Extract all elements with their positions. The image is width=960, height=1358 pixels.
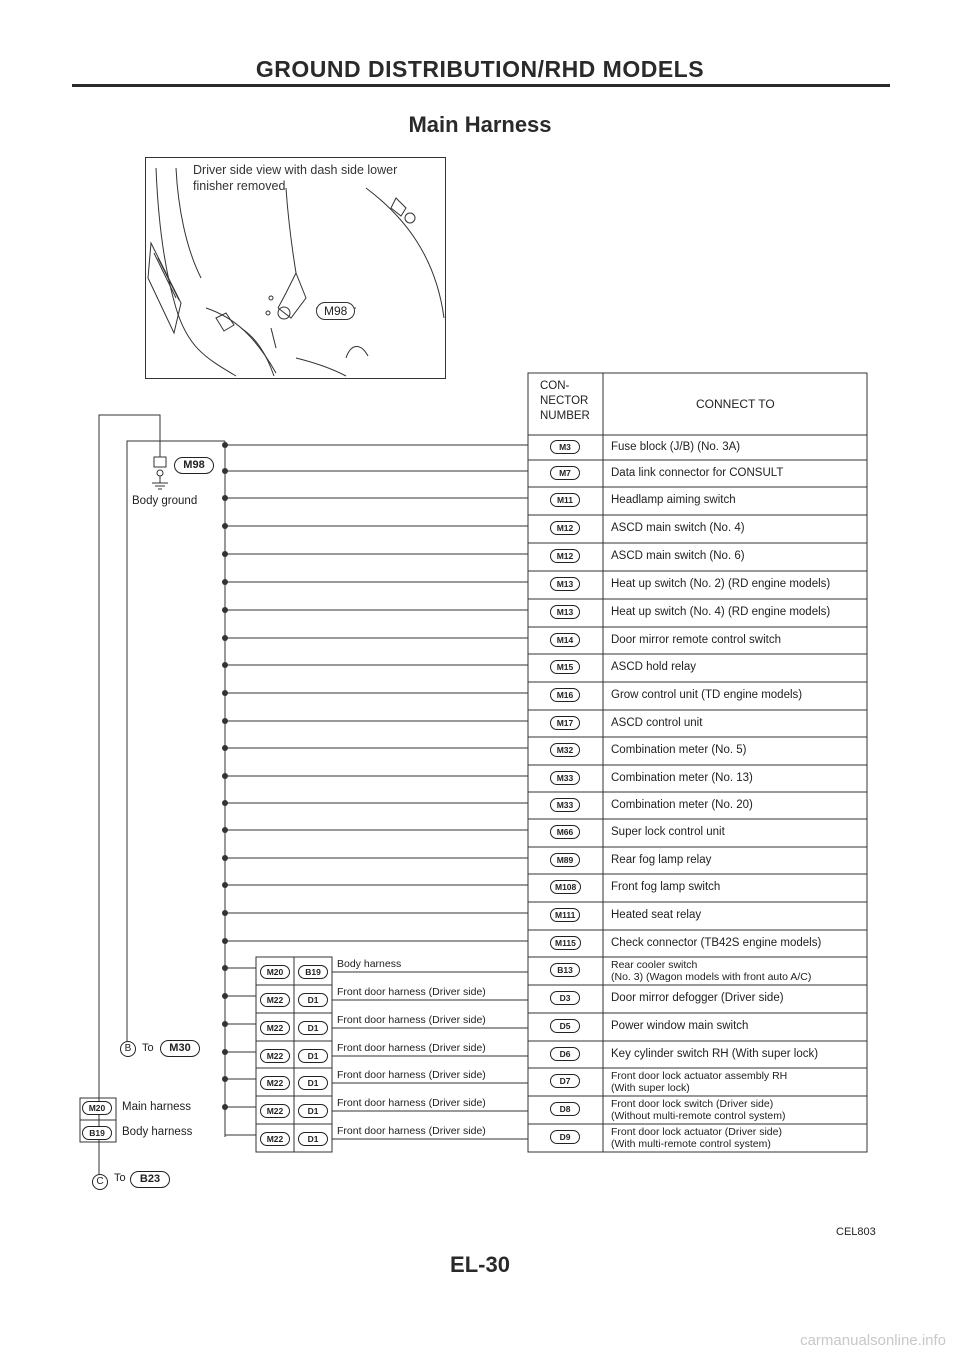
connector-badge: D5 <box>550 1019 580 1033</box>
connector-badge: M14 <box>550 633 580 647</box>
connect-to-line: Door mirror defogger (Driver side) <box>611 992 784 1004</box>
splice-dot <box>222 468 228 474</box>
connect-to-line: Combination meter (No. 13) <box>611 772 753 784</box>
splice-dot <box>222 442 228 448</box>
table-header-connect-to: CONNECT TO <box>696 397 775 411</box>
splice-dot <box>222 551 228 557</box>
splice-dot <box>222 718 228 724</box>
connect-to-cell <box>611 1126 782 1150</box>
connector-badge: M11 <box>550 493 580 507</box>
connector-badge: M7 <box>550 466 580 480</box>
link-c-to: To <box>114 1172 126 1184</box>
connect-to-cell <box>611 881 720 893</box>
connect-to-cell <box>611 441 740 453</box>
connect-to-line: ASCD main switch (No. 4) <box>611 522 745 534</box>
legend-body-connector: B19 <box>82 1126 112 1140</box>
connect-to-cell <box>611 992 784 1004</box>
connect-to-cell <box>611 689 802 701</box>
table-frame <box>528 373 867 1152</box>
via-harness-label: Front door harness (Driver side) <box>337 1042 486 1054</box>
via-connector-b: B19 <box>298 965 328 979</box>
connect-to-cell <box>611 799 753 811</box>
splice-dot <box>222 965 228 971</box>
via-connector-b: D1 <box>298 1132 328 1146</box>
legend-main-connector: M20 <box>82 1101 112 1115</box>
page-number: EL-30 <box>450 1252 510 1277</box>
splice-dot <box>222 800 228 806</box>
connect-to-line: Grow control unit (TD engine models) <box>611 689 803 701</box>
connector-badge: M16 <box>550 688 580 702</box>
splice-dot <box>222 635 228 641</box>
connector-badge: M12 <box>550 521 580 535</box>
ground-terminal <box>157 470 163 476</box>
splice-dot <box>222 1049 228 1055</box>
connector-badge: M33 <box>550 771 580 785</box>
splice-dot <box>222 773 228 779</box>
connect-to-cell <box>611 578 830 590</box>
connect-to-line: (No. 3) (Wagon models with front auto A/C) <box>611 971 812 983</box>
link-b-wire <box>127 441 160 1041</box>
via-connector-b: D1 <box>298 1049 328 1063</box>
via-connector-b: D1 <box>298 1104 328 1118</box>
link-c-target-badge: B23 <box>130 1171 170 1188</box>
link-c-wire <box>99 415 160 1174</box>
connect-to-cell <box>611 937 821 949</box>
splice-dot <box>222 993 228 999</box>
table-header <box>528 373 867 435</box>
connect-to-cell <box>611 717 702 729</box>
connector-badge: D7 <box>550 1074 580 1088</box>
page-header-title: GROUND DISTRIBUTION/RHD MODELS <box>255 56 705 82</box>
via-harness-label: Front door harness (Driver side) <box>337 1097 486 1109</box>
header-line: NUMBER <box>540 410 590 422</box>
connector-badge: M111 <box>550 908 580 922</box>
connect-to-cell <box>611 1070 787 1094</box>
connect-to-line: Fuse block (J/B) (No. 3A) <box>611 441 741 453</box>
link-c-circle: C <box>92 1174 108 1190</box>
connect-to-line: Rear fog lamp relay <box>611 854 712 866</box>
connect-to-cell <box>611 494 736 506</box>
connect-to-line: (With super lock) <box>611 1082 690 1094</box>
via-harness-label: Front door harness (Driver side) <box>337 1069 486 1081</box>
connect-to-line: Front fog lamp switch <box>611 881 721 893</box>
via-harness-label: Front door harness (Driver side) <box>337 1125 486 1137</box>
connector-badge: D6 <box>550 1047 580 1061</box>
connector-badge: M115 <box>550 936 581 950</box>
splice-dot <box>222 882 228 888</box>
connect-to-line: Door mirror remote control switch <box>611 634 781 646</box>
splice-dot <box>222 745 228 751</box>
via-connector-a: M22 <box>260 1049 290 1063</box>
splice-dot <box>222 1076 228 1082</box>
splice-dot <box>222 607 228 613</box>
splice-dot <box>222 910 228 916</box>
via-connector-a: M22 <box>260 1076 290 1090</box>
connect-to-line: Combination meter (No. 20) <box>611 799 753 811</box>
connector-badge: M89 <box>550 853 580 867</box>
connector-badge: M15 <box>550 660 580 674</box>
via-connector-b: D1 <box>298 1021 328 1035</box>
connector-badge: M13 <box>550 577 580 591</box>
connect-to-cell <box>611 1048 818 1060</box>
illustration-caption-line1: Driver side view with dash side lower <box>193 163 398 177</box>
via-harness-label: Front door harness (Driver side) <box>337 1014 486 1026</box>
connect-to-cell <box>611 550 745 562</box>
connector-badge: M32 <box>550 743 580 757</box>
illustration-callout-m98: M98 <box>316 302 355 320</box>
connector-badge: M3 <box>550 440 580 454</box>
connect-to-line: ASCD hold relay <box>611 661 697 673</box>
section-title: Main Harness <box>408 112 552 137</box>
splice-dot <box>222 662 228 668</box>
via-connector-a: M22 <box>260 1132 290 1146</box>
connect-to-line: Front door lock actuator assembly RH <box>611 1070 788 1082</box>
connect-to-line: Combination meter (No. 5) <box>611 744 747 756</box>
connect-to-line: (Without multi-remote control system) <box>611 1110 786 1122</box>
connect-to-cell <box>611 1098 785 1122</box>
connect-to-line: Super lock control unit <box>611 826 725 838</box>
connect-to-line: Heated seat relay <box>611 909 702 921</box>
connect-to-cell <box>611 661 696 673</box>
connect-to-cell <box>611 522 745 534</box>
link-b-circle: B <box>120 1041 136 1057</box>
connect-to-line: ASCD control unit <box>611 717 703 729</box>
splice-dot <box>222 690 228 696</box>
connect-to-line: Data link connector for CONSULT <box>611 467 784 479</box>
via-connector-a: M22 <box>260 1021 290 1035</box>
connect-to-cell <box>611 959 811 983</box>
illustration-caption-line2: finisher removed <box>193 179 286 193</box>
via-harness-label: Front door harness (Driver side) <box>337 986 486 998</box>
splice-dot <box>222 495 228 501</box>
connector-badge: M66 <box>550 825 580 839</box>
connect-to-line: Heat up switch (No. 2) (RD engine models) <box>611 578 831 590</box>
connector-badge: D3 <box>550 991 580 1005</box>
link-b-to: To <box>142 1042 154 1054</box>
connect-to-line: (With multi-remote control system) <box>611 1138 771 1150</box>
connect-to-cell <box>611 772 753 784</box>
splice-dot <box>222 827 228 833</box>
via-harness-label: Body harness <box>337 958 402 970</box>
ground-connector-badge: M98 <box>174 457 214 474</box>
ground-connector-box <box>154 457 166 467</box>
figure-code: CEL803 <box>836 1226 876 1238</box>
connector-badge: M13 <box>550 605 580 619</box>
connect-to-line: ASCD main switch (No. 6) <box>611 550 745 562</box>
header-line: NECTOR <box>540 395 589 407</box>
via-connector-a: M22 <box>260 1104 290 1118</box>
connect-to-line: Heat up switch (No. 4) (RD engine models) <box>611 606 831 618</box>
splice-dot <box>222 523 228 529</box>
connector-badge: M33 <box>550 798 580 812</box>
connect-to-cell <box>611 606 830 618</box>
splice-dot <box>222 1104 228 1110</box>
table-header-connector-number <box>540 379 590 424</box>
via-connector-a: M22 <box>260 993 290 1007</box>
connect-to-cell <box>611 854 711 866</box>
connect-to-line: Rear cooler switch <box>611 959 698 971</box>
legend-main-label: Main harness <box>122 1101 192 1113</box>
connector-badge: M12 <box>550 549 580 563</box>
connect-to-line: Headlamp aiming switch <box>611 494 736 506</box>
via-connector-a: M20 <box>260 965 290 979</box>
connect-to-cell <box>611 1020 748 1032</box>
connect-to-line: Front door lock switch (Driver side) <box>611 1098 774 1110</box>
connector-badge: B13 <box>550 963 580 977</box>
connect-to-cell <box>611 467 783 479</box>
splice-dot <box>222 938 228 944</box>
splice-dot <box>222 855 228 861</box>
watermark: carmanualsonline.info <box>800 1332 946 1349</box>
body-ground-label: Body ground <box>132 495 198 507</box>
splice-dot <box>222 579 228 585</box>
connect-to-cell <box>611 826 725 838</box>
splice-dot <box>222 1021 228 1027</box>
connector-badge: D8 <box>550 1102 580 1116</box>
legend-body-label: Body harness <box>122 1126 193 1138</box>
connect-to-line: Check connector (TB42S engine models) <box>611 937 822 949</box>
connect-to-line: Power window main switch <box>611 1020 749 1032</box>
connect-to-cell <box>611 744 747 756</box>
connect-to-line: Key cylinder switch RH (With super lock) <box>611 1048 819 1060</box>
header-line: CON- <box>540 380 570 392</box>
connector-badge: D9 <box>550 1130 580 1144</box>
via-connector-b: D1 <box>298 1076 328 1090</box>
via-connector-b: D1 <box>298 993 328 1007</box>
connector-badge: M17 <box>550 716 580 730</box>
link-b-target-badge: M30 <box>160 1040 200 1057</box>
connect-to-line: Front door lock actuator (Driver side) <box>611 1126 782 1138</box>
connector-badge: M108 <box>550 880 581 894</box>
connect-to-cell <box>611 634 781 646</box>
connect-to-cell <box>611 909 701 921</box>
